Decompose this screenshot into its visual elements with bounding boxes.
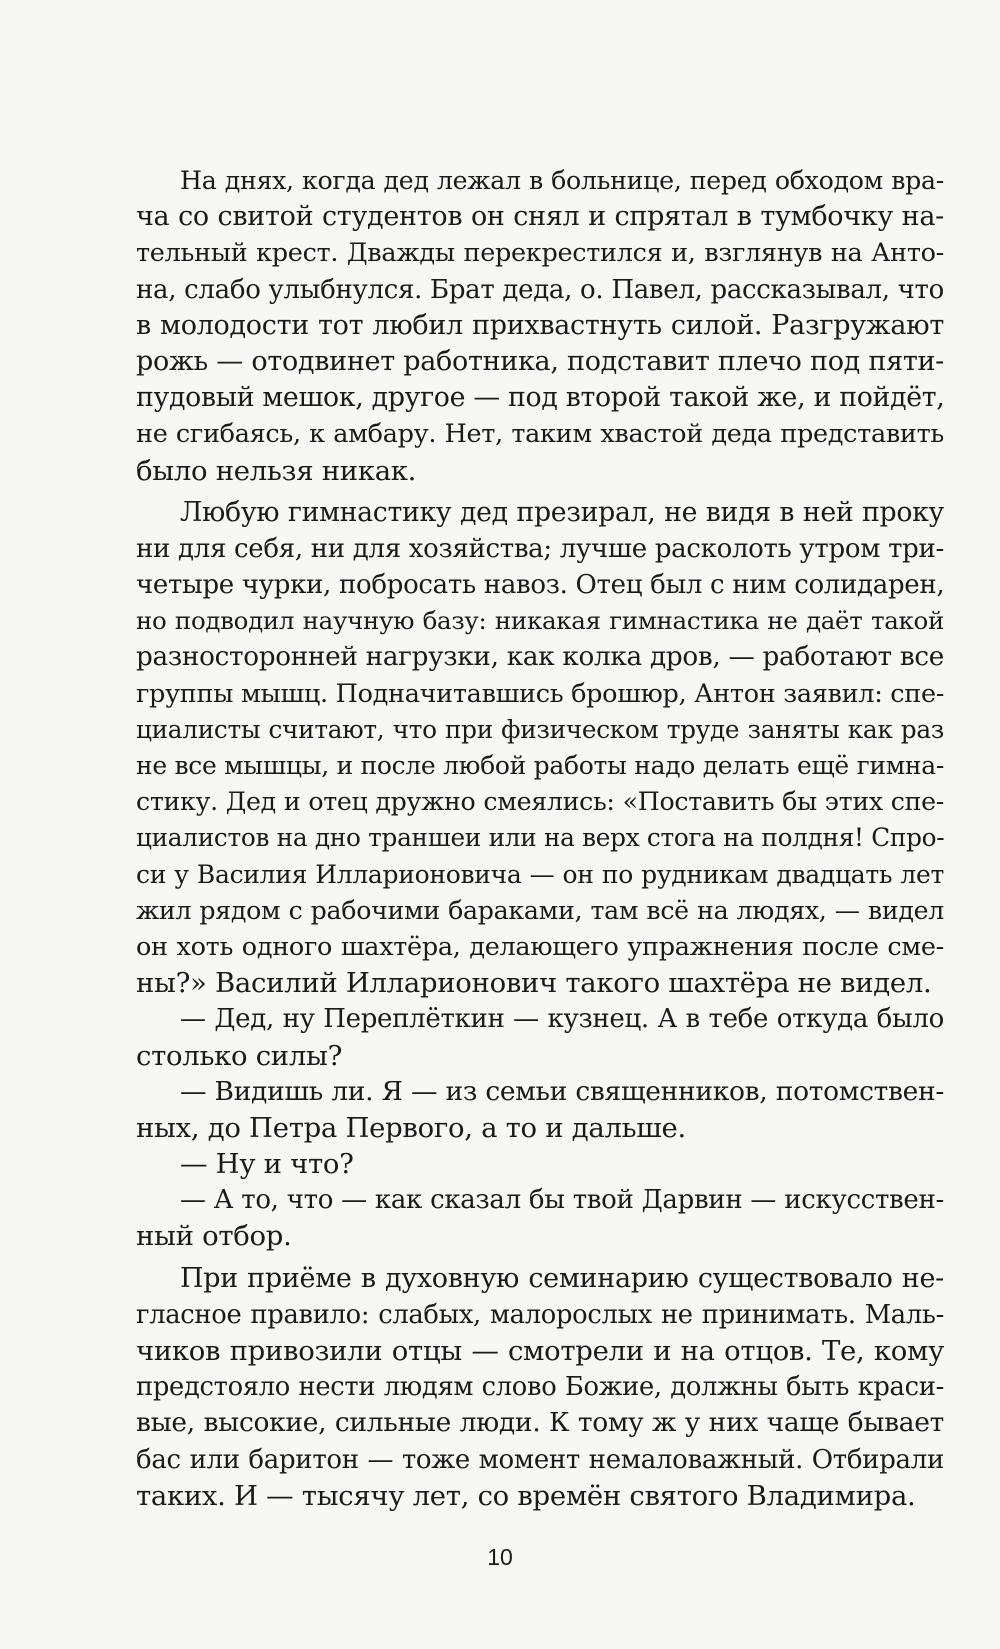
- text-line: четыре чурки, побросать навоз. Отец был с ним солидарен,: [136, 570, 945, 601]
- text-line: — Видишь ли. Я — из семьи священников, потомствен-: [180, 1075, 944, 1107]
- text-line: чиков привозили отцы — смотрели и на отцов. Те, кому: [136, 1335, 944, 1367]
- text-line: — Дед, ну Переплёткин — кузнец. А в тебе откуда было: [180, 1004, 944, 1035]
- text-line: но подводил научную базу: никакая гимнастика не даёт такой: [136, 606, 944, 636]
- text-line: ны?» Василий Илларионович такого шахтёра не видел.: [136, 967, 932, 1000]
- text-line: Любую гимнастику дед презирал, не видя в ней проку: [180, 496, 944, 528]
- text-line: ных, до Петра Первого, а то и дальше.: [136, 1111, 686, 1144]
- paragraph: [136, 1261, 944, 1514]
- paragraph: [136, 495, 944, 1002]
- text-line: вые, высокие, сильные люди. К тому ж у них чаще бывает: [136, 1407, 944, 1439]
- page-number: 10: [487, 1544, 513, 1570]
- text-line: ча со свитой студентов он снял и спрятал в тумбочку на-: [136, 201, 944, 233]
- text-line: в молодости тот любил прихвастнуть силой. Разгружают: [136, 309, 944, 341]
- text-line: ный отбор.: [136, 1220, 292, 1253]
- dialogue-line: [136, 1074, 944, 1146]
- text-line: не все мышцы, и после любой работы надо делать ещё гимна-: [136, 751, 944, 780]
- text-line: При приёме в духовную семинарию существовало не-: [180, 1262, 944, 1294]
- text-line: ни для себя, ни для хозяйства; лучше расколоть утром три-: [136, 533, 945, 564]
- text-line: циалисты считают, что при физическом труде заняты как раз: [136, 714, 944, 744]
- text-line: он хоть одного шахтёра, делающего упражнения после сме-: [136, 931, 944, 962]
- text-line: предстояло нести людям слово Божие, должны быть краси-: [136, 1372, 944, 1403]
- dialogue-line: [136, 1182, 944, 1254]
- text-line: На днях, когда дед лежал в больнице, перед обходом вра-: [180, 166, 944, 195]
- dialogue-line: [136, 1146, 944, 1182]
- text-line: циалистов на дно траншеи или на верх стога на полдня! Спро-: [136, 823, 945, 853]
- text-line: бас или баритон — тоже момент немаловажный. Отбирали: [136, 1444, 944, 1475]
- text-line: гласное правило: слабых, малорослых не принимать. Маль-: [136, 1299, 944, 1330]
- body-text: [136, 163, 944, 1514]
- text-line: стику. Дед и отец дружно смеялись: «Поставить бы этих спе-: [136, 787, 944, 817]
- text-line: не сгибаясь, к амбару. Нет, таким хвастой деда представить: [136, 419, 944, 450]
- text-line: таких. И — тысячу лет, со времён святого Владимира.: [136, 1479, 916, 1512]
- text-line: группы мышц. Подначитавшись брошюр, Антон заявил: спе-: [136, 678, 945, 709]
- text-line: — Ну и что?: [180, 1148, 354, 1181]
- text-line: си у Василия Илларионовича — он по рудникам двадцать лет: [136, 859, 944, 889]
- text-line: жил рядом с рабочими бараками, там всё на людях, — видел: [136, 895, 944, 925]
- text-line: — А то, что — как сказал бы твой Дарвин — искусствен-: [180, 1185, 944, 1216]
- text-line: тельный крест. Дважды перекрестился и, взглянув на Анто-: [136, 238, 944, 269]
- text-line: разносторонней нагрузки, как колка дров, — работают все: [136, 642, 944, 673]
- dialogue-line: [136, 1001, 944, 1073]
- text-line: столько силы?: [136, 1039, 343, 1072]
- text-line: пудовый мешок, другое — под второй такой же, и пойдёт,: [136, 382, 945, 414]
- paragraph: [136, 163, 944, 489]
- text-line: рожь — отодвинет работника, подставит плечо под пяти-: [136, 345, 944, 377]
- text-line: было нельзя никак.: [136, 454, 417, 487]
- text-line: на, слабо улыбнулся. Брат деда, о. Павел, рассказывал, что: [136, 274, 944, 305]
